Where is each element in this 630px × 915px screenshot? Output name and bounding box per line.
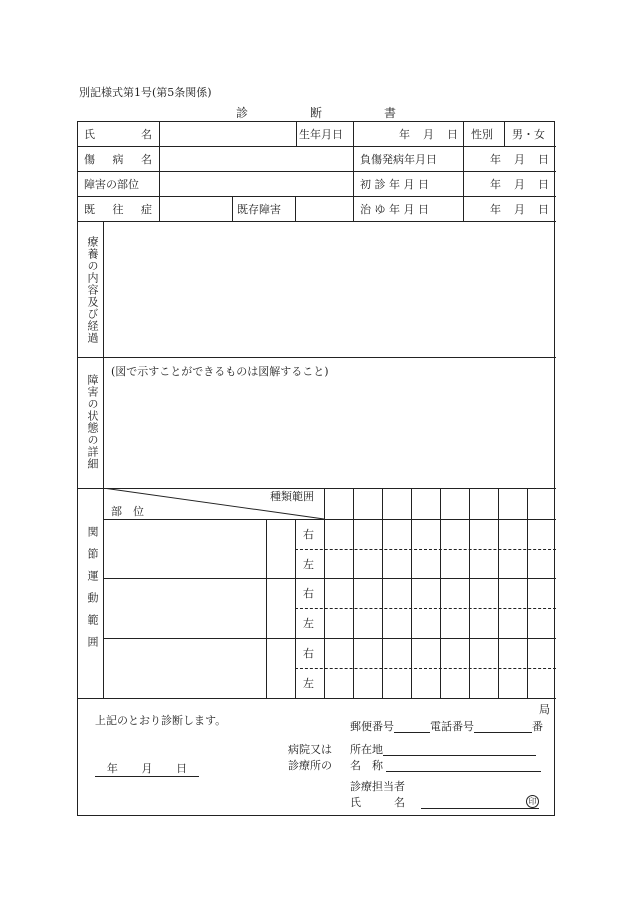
sex-options[interactable]: 男・女 xyxy=(512,128,545,141)
history-label: 既 往 症 xyxy=(84,202,152,216)
hospital-label-1: 病院又は xyxy=(288,743,332,756)
condition-note: (図で示すことができるものは図解すること) xyxy=(111,365,329,378)
side-right: 右 xyxy=(303,647,314,660)
sex-label: 性別 xyxy=(471,128,493,141)
onset-date: 年 月 日 xyxy=(490,152,549,166)
document-title xyxy=(236,104,396,121)
first-visit-date: 年 月 日 xyxy=(490,177,549,191)
title-char: 断 xyxy=(309,106,322,120)
side-left: 左 xyxy=(303,677,314,690)
rom-label: 関節運動範囲 xyxy=(86,526,99,658)
diagnosis-form xyxy=(77,121,555,816)
cure-date: 年 月 日 xyxy=(490,202,549,216)
diagnosis-date[interactable]: 年 月 日 xyxy=(95,760,199,777)
diagnosis-statement: 上記のとおり診断します。 xyxy=(95,714,227,727)
doctor-label: 診療担当者 xyxy=(350,780,405,793)
form-reference: 別記様式第1号(第5条関係) xyxy=(79,86,212,99)
onset-date-label: 負傷発病年月日 xyxy=(360,152,437,166)
first-visit-label: 初 診 年 月 日 xyxy=(360,177,429,191)
part-label: 障害の部位 xyxy=(84,177,139,191)
injury-label: 傷 病 名 xyxy=(84,152,152,166)
bureau-label: 局 xyxy=(539,703,550,716)
doctor-name-label: 氏 名 xyxy=(350,796,405,809)
address-field[interactable] xyxy=(383,743,536,756)
side-left: 左 xyxy=(303,557,314,571)
phone-label: 電話番号 xyxy=(430,720,474,733)
rom-type-range-label: 種類範囲 xyxy=(270,490,314,503)
treatment-label: 療養の内容及び経過 xyxy=(86,236,99,344)
postal-label: 郵便番号 xyxy=(350,720,394,733)
phone-field[interactable] xyxy=(474,720,532,733)
title-char: 書 xyxy=(383,106,396,120)
ban-label: 番 xyxy=(532,720,543,733)
doctor-name-field[interactable] xyxy=(421,796,539,809)
title-char: 診 xyxy=(236,106,249,120)
side-right: 右 xyxy=(303,587,314,600)
address-row: 所在地 xyxy=(350,741,536,757)
dob-label: 生年月日 xyxy=(299,128,343,141)
facility-name-field[interactable] xyxy=(386,759,541,772)
side-right: 右 xyxy=(303,528,314,541)
name-label: 氏 名 xyxy=(84,128,152,141)
existing-disability-label: 既存障害 xyxy=(237,202,281,216)
condition-label: 障害の状態の詳細 xyxy=(86,374,99,470)
dob-date: 年 月 日 xyxy=(399,128,458,141)
hospital-label-2: 診療所の xyxy=(288,759,332,772)
postal-field[interactable] xyxy=(394,720,430,733)
seal-mark: 印 xyxy=(526,795,539,808)
rom-part-label: 部 位 xyxy=(111,505,144,518)
cure-date-label: 治 ゆ 年 月 日 xyxy=(360,202,429,216)
side-left: 左 xyxy=(303,617,314,630)
postal-phone-line xyxy=(350,718,543,734)
facility-name-row: 名 称 xyxy=(350,757,541,773)
